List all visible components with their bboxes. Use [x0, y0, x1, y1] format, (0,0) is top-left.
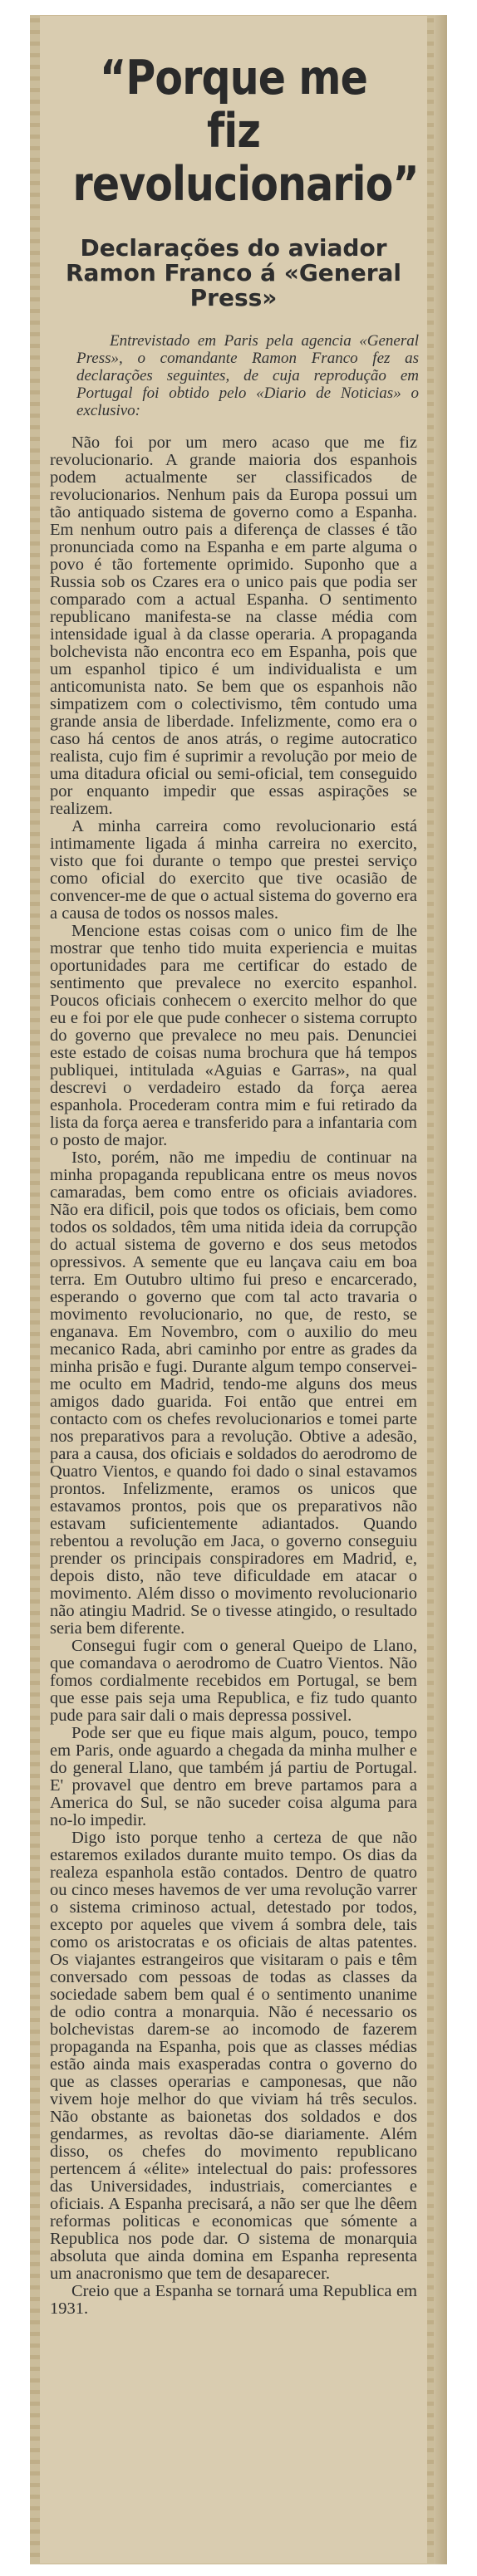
paragraph-1: Não foi por um mero acaso que me fiz revolucionario. A grande maioria dos espanhois podem actualmente ser classificados de revolucionarios. Nenhum pais da Europa possui um tão antiquado sistema de governo como a Espanha. Em nenhum outro pais a diferença de classes é tão pronunciada como na Espanha e em parte alguma o povo é tão fortemente oprimido. Suponho que a Russia sob os Czares era o unico pais que podia ser comparado com a actual Espanha. O sentimento republicano manifesta-se na classe média com intensidade igual à da classe operaria. A propaganda bolchevista não encontra eco em Espanha, pois que um espanhol tipico é um individualista e um anticomunista nato. Se bem que os espanhois não simpatizem com o colectivismo, têm contudo uma grande ansia de liberdade. Infelizmente, como era o caso há centos de anos atrás, o regime autocratico realista, cujo fim é suprimir a revolução por meio de uma ditadura oficial ou semi-oficial, tem conseguido por enquanto impedir que essas aspirações se realizem.	[50, 433, 417, 818]
paragraph-7: Digo isto porque tenho a certeza de que não estaremos exilados durante muito tempo. Os dias da realeza espanhola estão contados. Dentro de quatro ou cinco meses havemos de ver uma revolução varrer o sistema criminoso actual, detestado por todos, excepto por aqueles que vivem á sombra dele, tais como os aristocratas e os oficiais de altas patentes. Os viajantes estrangeiros que visitaram o pais e têm conversado com pessoas de todas as classes da sociedade sabem bem qual é o sentimento unanime de odio contra a monarquia. Não é necessario os bolchevistas darem-se ao incomodo de fazerem propaganda na Espanha, pois que as classes médias estão ainda mais exasperadas contra o governo do que as classes operarias e camponesas, que não vivem hoje melhor do que viviam há três seculos. Não obstante as baionetas dos soldados e dos gendarmes, as revoltas dão-se diariamente. Além disso, os chefes do movimento republicano pertencem á «élite» intelectual do pais: professores das Universidades, industriais, comerciantes e oficiais. A Espanha precisará, a não ser que lhe dêem reformas politicas e economicas que sómente a Republica nos pode dar. O sistema de monarquia absoluta que ainda domina em Espanha representa um anacronismo que tem de desaparecer.	[50, 1829, 417, 2283]
article-headline: “Porque me fiz revolucionario”	[72, 51, 419, 212]
closing-paragraph: Creio que a Espanha se tornará uma Republica em 1931.	[50, 2282, 417, 2318]
paragraph-4: Isto, porém, não me impediu de continuar na minha propaganda republicana entre os meus novos camaradas, bem como entre os oficiais aviadores. Não era dificil, pois que todos os oficiais, bem como todos os soldados, têm uma nitida ideia da corrupção do actual sistema de governo e dos seus metodos opressivos. A semente que eu lançava caiu em boa terra. Em Outubro ultimo fui preso e encarcerado, esperando o governo que com tal acto travaria o movimento revolucionario, no que, de resto, se enganava. Em Novembro, com o auxilio do meu mecanico Rada, abri caminho por entre as grades da minha prisão e fugi. Durante algum tempo conservei-me oculto em Madrid, tendo-me alguns dos meus amigos dado guarida. Foi então que entrei em contacto com os chefes revolucionarios e tomei parte nos preparativos para a revolução. Obtive a adesão, para a causa, dos oficiais e soldados do aerodromo de Quatro Vientos, e quando foi dado o sinal estavamos prontos. Infelizmente, eramos os unicos que estavamos prontos, pois que os preparativos não estavam suficientemente adiantados. Quando rebentou a revolução em Jaca, o governo conseguiu prender os principais conspiradores em Madrid, e, depois disto, não teve dificuldade em atacar o movimento. Além disso o movimento revolucionario não atingiu Madrid. Se o tivesse atingido, o resultado seria bem diferente.	[50, 1148, 417, 1638]
article-body	[50, 434, 417, 2318]
paragraph-3: Mencione estas coisas com o unico fim de lhe mostrar que tenho tido muita experiencia e muitas oportunidades para me certificar do estado de sentimento que prevalece no exercito espanhol. Poucos oficiais conhecem o exercito melhor do que eu e foi por ele que pude conhecer o sistema corrupto do governo que prevalece no meu pais. Denunciei este estado de coisas numa brochura que há tempos publiquei, intitulada «Aguias e Garras», na qual descrevi o verdadeiro estado da força aerea espanhola. Procederam contra mim e fui retirado da lista da força aerea e transferido para a infantaria com o posto de major.	[50, 922, 417, 1149]
paragraph-2: A minha carreira como revolucionario está intimamente ligada á minha carreira no exercito, visto que foi durante o tempo que prestei serviço como oficial do exercito que tive ocasião de convencer-me de que o actual sistema do governo era a causa de todos os nossos males.	[50, 817, 417, 923]
article-subhead: Declarações do aviador Ramon Franco á «General Press»	[65, 234, 402, 311]
article-lead: Entrevistado em Paris pela agencia «General Press», o comandante Ramon Franco fez as declarações seguintes, de cuja reprodução em Portugal foi obtido pelo «Diario de Noticias» o exclusivo:	[76, 332, 419, 419]
paragraph-6: Pode ser que eu fique mais algum, pouco, tempo em Paris, onde aguardo a chegada da minha mulher e do general Llano, que também já partiu de Portugal. E' provavel que dentro em breve partamos para a America do Sul, se não suceder coisa alguma para no-lo impedir.	[50, 1724, 417, 1829]
newspaper-clipping	[30, 15, 437, 2564]
torn-edge-left	[30, 15, 40, 2564]
paragraph-5: Consegui fugir com o general Queipo de Llano, que comandava o aerodromo de Cuatro Vientos. Não fomos cordialmente recebidos em Portugal, se bem que esse pais seja uma Republica, e fiz tudo quanto pude para sair dali o mais depressa possivel.	[50, 1637, 417, 1725]
scan-edge	[434, 15, 447, 2564]
